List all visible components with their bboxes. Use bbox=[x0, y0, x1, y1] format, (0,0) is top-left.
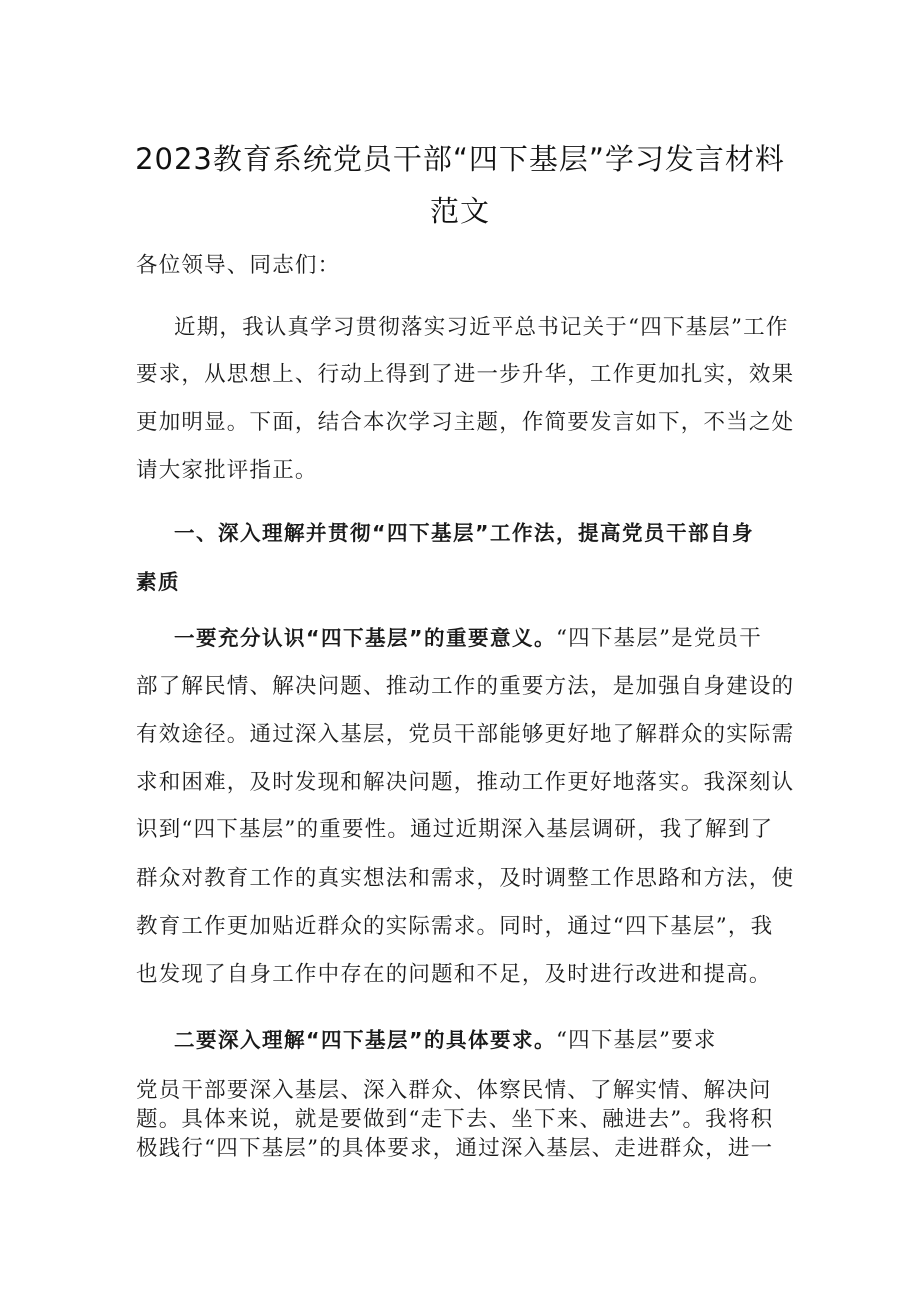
point-1-line: 识到“四下基层”的重要性。通过近期深入基层调研，我了解到了 bbox=[136, 817, 774, 842]
intro-line: 请大家批评指正。 bbox=[136, 458, 318, 483]
point-1-line: 有效途径。通过深入基层，党员干部能够更好地了解群众的实际需 bbox=[136, 722, 795, 747]
document-title-line-1: 2023教育系统党员干部“四下基层”学习发言材料 bbox=[135, 142, 785, 176]
point-1-line: 教育工作更加贴近群众的实际需求。同时，通过“四下基层”，我 bbox=[136, 914, 774, 939]
document-title-line-2: 范文 bbox=[429, 194, 490, 228]
point-1-lead: 一要充分认识“四下基层”的重要意义。 bbox=[174, 626, 556, 650]
point-1-line: 求和困难，及时发现和解决问题，推动工作更好地落实。我深刻认 bbox=[136, 770, 795, 795]
salutation: 各位领导、同志们： bbox=[136, 253, 341, 278]
section-heading-line: 素质 bbox=[136, 570, 180, 594]
section-heading-line: 一、深入理解并贯彻“四下基层”工作法，提高党员干部自身 bbox=[174, 521, 754, 545]
point-2-line: 党员干部要深入基层、深入群众、体察民情、了解实情、解决问 bbox=[136, 1078, 772, 1103]
point-2-line: 极践行“四下基层”的具体要求，通过深入基层、走进群众，进一 bbox=[136, 1136, 774, 1161]
point-1-line: 群众对教育工作的真实想法和需求，及时调整工作思路和方法，使 bbox=[136, 866, 795, 891]
point-1-rest: “四下基层”是党员干 bbox=[555, 626, 762, 651]
point-1-line: 也发现了自身工作中存在的问题和不足，及时进行改进和提高。 bbox=[136, 962, 772, 987]
point-1-first-line bbox=[174, 621, 762, 652]
intro-line: 要求，从思想上、行动上得到了进一步升华，工作更加扎实，效果 bbox=[136, 362, 795, 387]
point-2-line: 题。具体来说，就是要做到“走下去、坐下来、融进去”。我将积 bbox=[136, 1107, 774, 1132]
point-2-first-line bbox=[174, 1023, 717, 1054]
intro-line: 更加明显。下面，结合本次学习主题，作简要发言如下，不当之处 bbox=[136, 410, 795, 435]
point-1-line: 部了解民情、解决问题、推动工作的重要方法，是加强自身建设的 bbox=[136, 674, 795, 699]
point-2-rest: “四下基层”要求 bbox=[555, 1028, 717, 1053]
intro-line: 近期，我认真学习贯彻落实习近平总书记关于“四下基层”工作 bbox=[174, 315, 789, 340]
point-2-lead: 二要深入理解“四下基层”的具体要求。 bbox=[174, 1028, 556, 1052]
